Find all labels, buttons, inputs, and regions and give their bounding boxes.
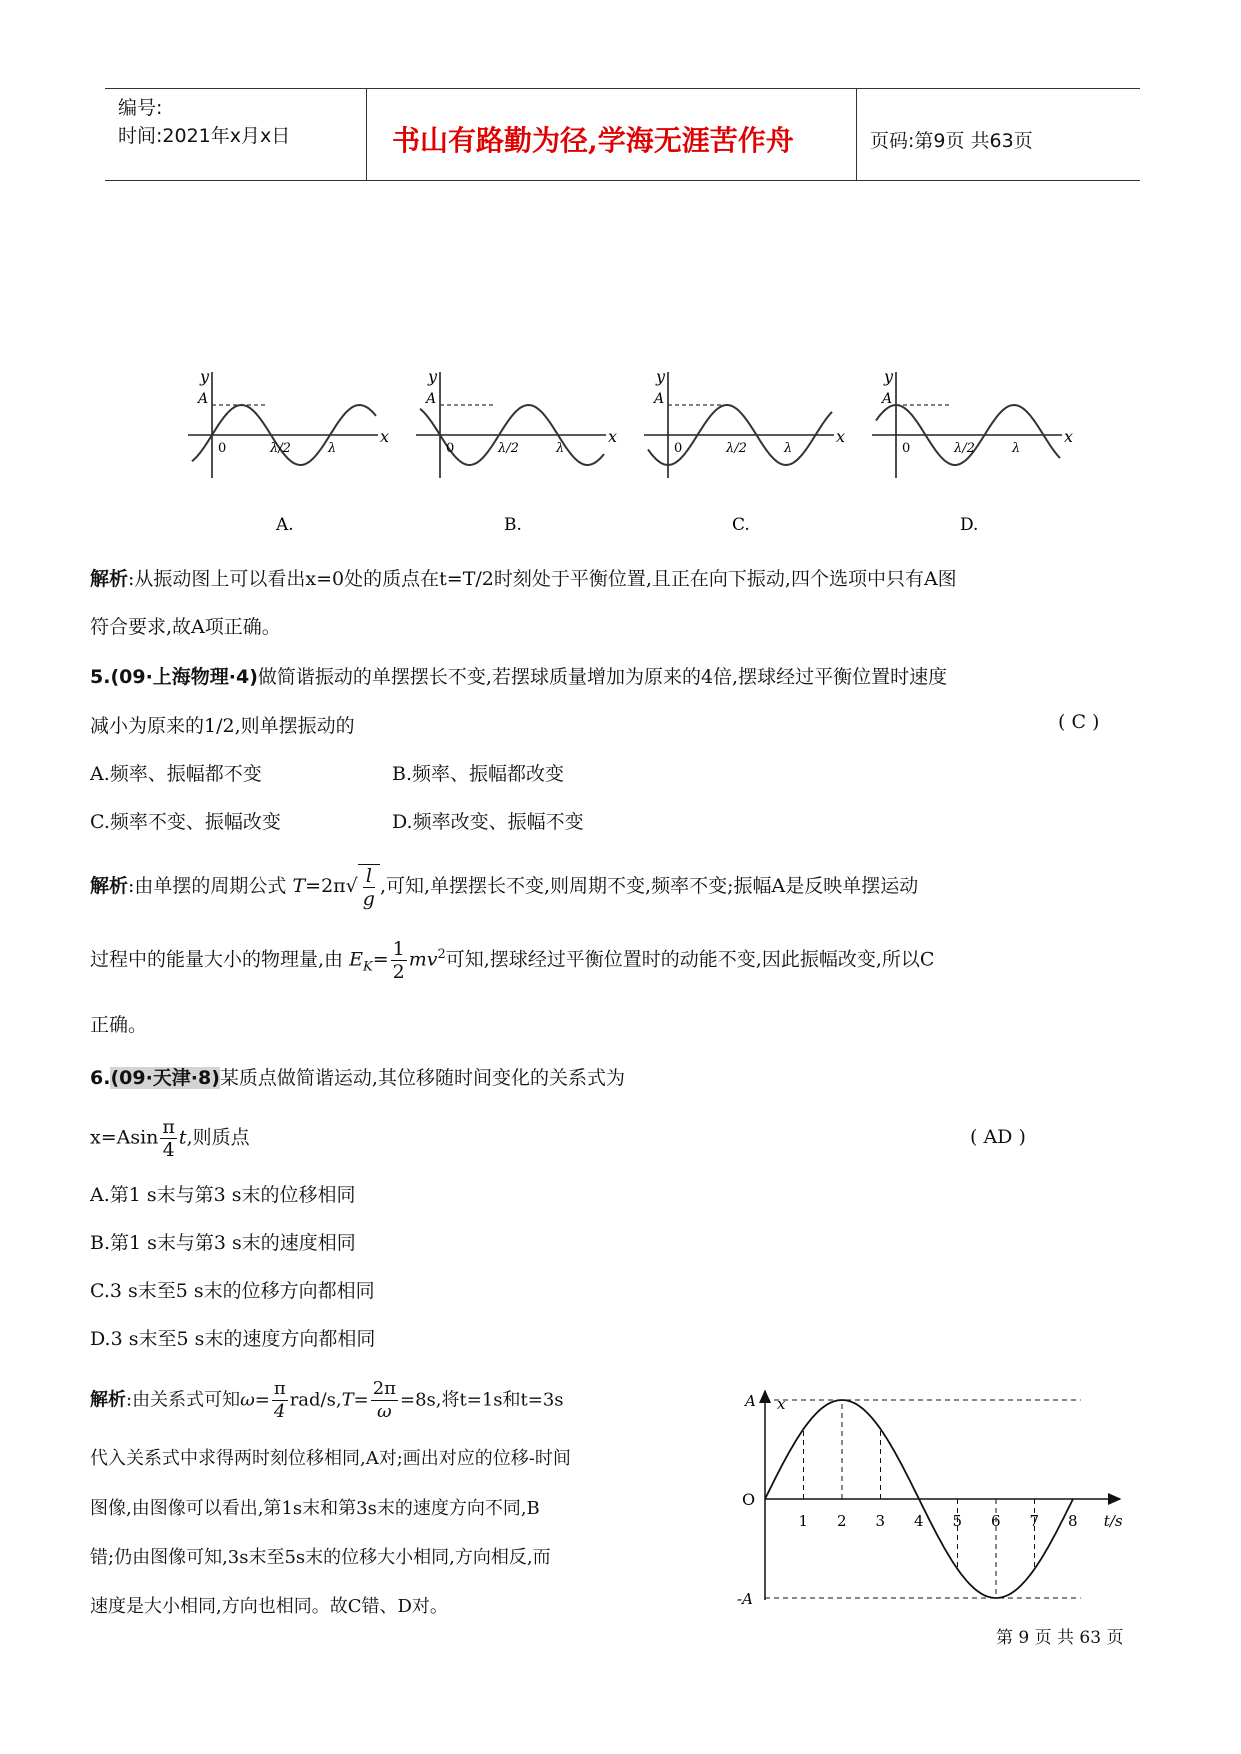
q6-analysis-line2: 代入关系式中求得两时刻位移相同,A对;画出对应的位移-时间 [90, 1448, 571, 1469]
q5-line2-pre: 过程中的能量大小的物理量,由 [90, 948, 344, 971]
wave-x-label: x [380, 427, 390, 446]
q6-stem-text: 某质点做简谐运动,其位移随时间变化的关系式为 [219, 1067, 625, 1089]
q6-analysis-line3: 图像,由图像可以看出,第1s末和第3s末的速度方向不同,B [90, 1498, 540, 1519]
wave-y-label: y [200, 370, 210, 386]
q6-option-d: D.3 s末至5 s末的速度方向都相同 [90, 1328, 376, 1350]
wave-caption: D. [960, 515, 979, 535]
q6-option-c: C.3 s末至5 s末的位移方向都相同 [90, 1280, 375, 1302]
q6-answer: ( AD ) [970, 1126, 1026, 1148]
half-num: 1 [392, 938, 405, 960]
chart-tick-label: 7 [1029, 1512, 1040, 1530]
wave-origin-label: 0 [218, 441, 227, 456]
wave-origin-label: 0 [674, 441, 683, 456]
chart-y-axis-label: x [777, 1395, 786, 1413]
document-time: 时间:2021年x月x日 [118, 125, 291, 147]
wave-caption: C. [732, 515, 750, 535]
q5-stem: 做简谐振动的单摆摆长不变,若摆球质量增加为原来的4倍,摆球经过平衡位置时速度 [257, 666, 948, 688]
wave-x-label: x [608, 427, 618, 446]
header-motto: 书山有路勤为径,学海无涯苦作舟 [392, 124, 794, 157]
wave-y-label: y [428, 370, 438, 386]
q5-analysis-post: ,可知,单摆摆长不变,则周期不变,频率不变;振幅A是反映单摆运动 [379, 875, 919, 897]
q4-analysis-line2: 符合要求,故A项正确。 [90, 616, 281, 638]
q6-source: (09·天津·8) [110, 1067, 220, 1089]
q5-option-b: B.频率、振幅都改变 [392, 763, 565, 785]
wave-option-c [644, 370, 845, 535]
q6-equation [90, 1116, 250, 1161]
wave-options-figure [180, 370, 1115, 545]
half-den: 2 [392, 961, 405, 983]
q5-option-c: C.频率不变、振幅改变 [90, 811, 281, 833]
q5-stem-line1 [90, 662, 947, 689]
rad-unit: rad/s [289, 1389, 336, 1411]
ek-eq: = [372, 948, 389, 971]
eq-four: 4 [162, 1139, 175, 1161]
footer-page-number: 第 9 页 共 63 页 [996, 1628, 1124, 1648]
wave-amp-label: A [882, 391, 893, 407]
wave-half-label: λ/2 [270, 441, 291, 456]
chart-tick-label: 8 [1068, 1512, 1078, 1530]
wave-option-d [872, 370, 1073, 535]
chart-tick-label: 1 [798, 1512, 809, 1530]
omega-num: π [273, 1378, 286, 1399]
chart-tick-label: 3 [875, 1512, 886, 1530]
chart-neg-a-label: -A [737, 1590, 753, 1608]
q4-analysis-text: :从振动图上可以看出x=0处的质点在t=T/2时刻处于平衡位置,且正在向下振动,四个选项中只有A图 [128, 568, 957, 590]
ek-subscript: K [362, 959, 373, 975]
q6-analysis-label: 解析 [90, 1389, 126, 1411]
q6-analysis-pre: :由关系式可知 [126, 1389, 241, 1411]
chart-tick-label: 4 [914, 1512, 924, 1530]
omega-eq: = [254, 1389, 270, 1411]
q6-option-a: A.第1 s末与第3 s末的位移相同 [90, 1184, 356, 1206]
q5-analysis-line3: 正确。 [90, 1014, 148, 1036]
q5-analysis-line2 [90, 938, 934, 983]
q5-line2-post: 可知,摆球经过平衡位置时的动能不变,因此振幅改变,所以C [445, 948, 935, 971]
wave-caption: B. [504, 515, 522, 535]
eq-post: ,则质点 [186, 1126, 250, 1149]
q5-number: 5. [90, 666, 111, 688]
wave-option-a [188, 370, 389, 535]
q5-analysis-line1: 解析:由单摆的周期公式 T=2π√ $\frac{l}{g}$ ,可知,单摆摆长不变,则周期不变,频率不变;振幅A是反映单摆运动 [90, 865, 919, 910]
document-code-label: 编号: [118, 97, 163, 119]
wave-half-label: λ/2 [498, 441, 519, 456]
eq-t: t [178, 1126, 187, 1149]
chart-x-axis-label: t/s [1103, 1512, 1123, 1530]
q6-number: 6. [90, 1067, 111, 1089]
wave-half-label: λ/2 [954, 441, 975, 456]
square-exp: 2 [437, 947, 446, 963]
wave-amp-label: A [654, 391, 665, 407]
ek-symbol: E [349, 948, 363, 971]
wave-full-label: λ [556, 441, 565, 456]
q4-analysis-label: 解析 [90, 568, 129, 590]
q6-analysis-line5: 速度是大小相同,方向也相同。故C错、D对。 [90, 1596, 448, 1617]
chart-tick-label: 5 [952, 1512, 963, 1530]
wave-full-label: λ [1012, 441, 1021, 456]
wave-origin-label: 0 [902, 441, 911, 456]
wave-caption: A. [276, 515, 294, 535]
q5-stem-line2: 减小为原来的1/2,则单摆振动的 [90, 715, 355, 737]
formula-eq: =2π [305, 875, 346, 897]
q6-stem [90, 1063, 625, 1090]
chart-tick-label: 6 [991, 1512, 1001, 1530]
wave-amp-label: A [426, 391, 437, 407]
eq-pre: x=Asin [90, 1126, 159, 1149]
eq-pi: π [162, 1116, 175, 1138]
wave-amp-label: A [198, 391, 209, 407]
q4-analysis-line1 [90, 564, 957, 591]
period-den: ω [377, 1401, 392, 1422]
wave-full-label: λ [328, 441, 337, 456]
mv-term: mv [408, 948, 438, 971]
q5-option-a: A.频率、振幅都不变 [90, 763, 262, 785]
q6-analysis-line4: 错;仍由图像可知,3s末至5s末的位移大小相同,方向相反,而 [90, 1547, 551, 1568]
q5-analysis-pre: :由单摆的周期公式 [128, 875, 287, 897]
wave-y-label: y [884, 370, 894, 386]
wave-full-label: λ [784, 441, 793, 456]
wave-x-label: x [836, 427, 846, 446]
wave-half-label: λ/2 [726, 441, 747, 456]
omega-symbol: ω [240, 1389, 255, 1411]
formula-g: g [362, 888, 375, 910]
wave-y-label: y [656, 370, 666, 386]
q5-answer: ( C ) [1058, 711, 1100, 733]
period-eq: = [353, 1389, 369, 1411]
chart-origin-label: O [742, 1490, 756, 1509]
omega-den: 4 [274, 1401, 286, 1422]
q5-source: (09·上海物理·4) [110, 666, 258, 688]
q5-analysis-label: 解析 [90, 875, 129, 897]
period-value: =8s [400, 1389, 436, 1411]
formula-l: l [363, 865, 375, 888]
period-num: 2π [372, 1378, 397, 1399]
q5-option-d: D.频率改变、振幅不变 [392, 811, 584, 833]
q6-option-b: B.第1 s末与第3 s末的速度相同 [90, 1232, 356, 1254]
formula-T: T [292, 875, 306, 897]
q6-analysis-line1: 解析:由关系式可知ω= $\frac{\pi}{4}$ rad/s,T= $\frac{2\pi}{\omega}$ =8s,将t=1s和t=3s [90, 1378, 564, 1422]
wave-origin-label: 0 [446, 441, 455, 456]
wave-x-label: x [1064, 427, 1074, 446]
period-symbol: T [341, 1389, 354, 1411]
chart-a-label: A [745, 1392, 756, 1410]
q6-analysis-tail: ,将t=1s和t=3s [435, 1389, 564, 1411]
chart-tick-label: 2 [837, 1512, 847, 1530]
displacement-time-chart [735, 1385, 1125, 1620]
page-indicator: 页码:第9页 共63页 [870, 130, 1033, 152]
wave-option-b [416, 370, 617, 535]
